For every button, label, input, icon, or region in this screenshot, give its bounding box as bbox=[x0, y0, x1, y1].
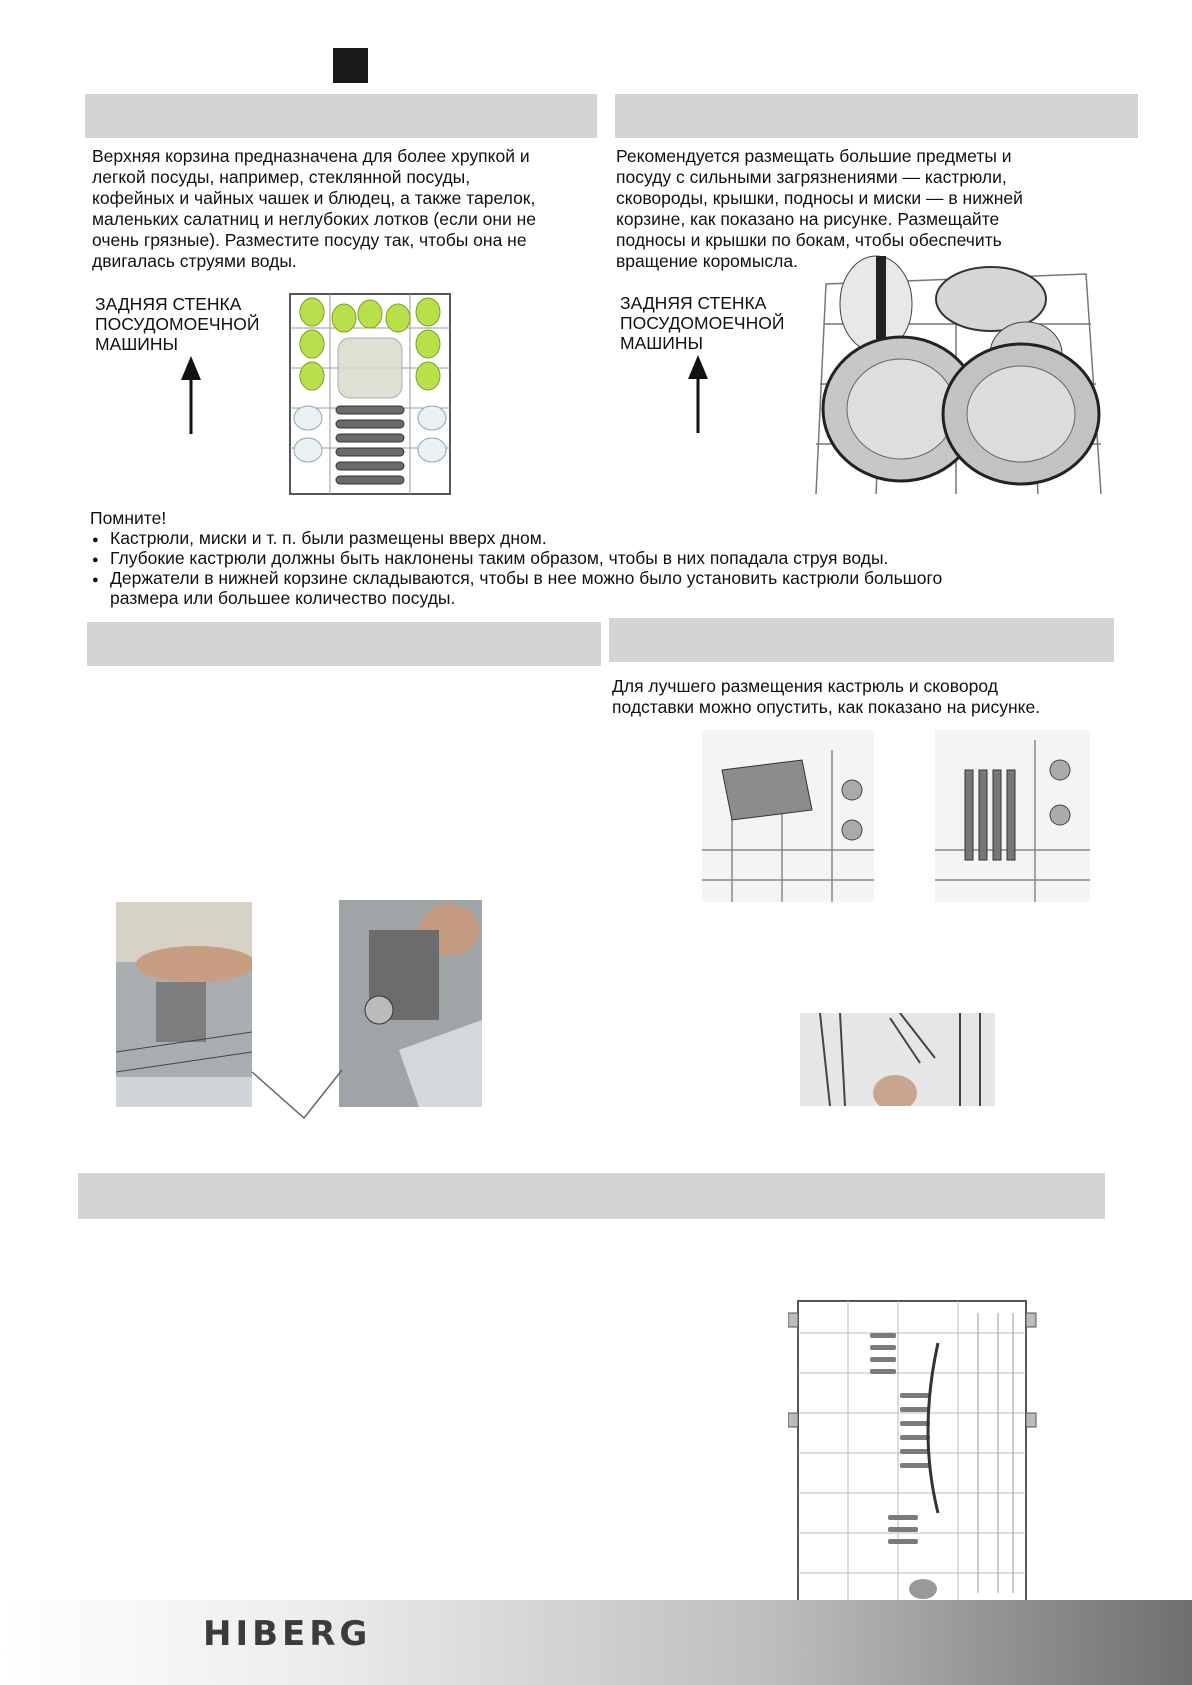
back-wall-label-right: ЗАДНЯЯ СТЕНКА ПОСУДОМОЕЧНОЙ МАШИНЫ bbox=[620, 293, 785, 353]
rack-raised-illustration bbox=[702, 730, 874, 902]
list-item: ● Кастрюли, миски и т. п. были размещены вверх дном. bbox=[90, 528, 1050, 548]
folding-racks-text: Для лучшего размещения кастрюль и сковород подставки можно опустить, как показано на рисунке. bbox=[612, 676, 1041, 717]
remember-section bbox=[90, 508, 1050, 608]
lower-basket-text: Рекомендуется размещать большие предметы и посуду с сильными загрязнениями — кастрюли, сковороды, крышки, подносы и миски — в нижней корзине, как показано на рисунке. Размещайте подносы и крышки по бокам, чтобы обеспечить вращение коромысла. bbox=[616, 146, 1023, 271]
cutlery-basket-header-bar bbox=[78, 1173, 1105, 1219]
folding-racks-header-bar bbox=[609, 618, 1114, 662]
basket-adjust-photo-right bbox=[339, 900, 482, 1107]
fold-tines-photo bbox=[800, 1013, 995, 1106]
lower-basket-header-bar bbox=[615, 94, 1138, 138]
section-marker bbox=[333, 48, 368, 83]
brand-logo: HIBERG bbox=[203, 1614, 372, 1654]
list-item: ● Глубокие кастрюли должны быть наклонены таким образом, чтобы в них попадала струя воды. bbox=[90, 548, 1050, 568]
remember-list bbox=[90, 528, 1050, 608]
upper-basket-text: Верхняя корзина предназначена для более хрупкой и легкой посуды, например, стеклянной посуды, кофейных и чайных чашек и блюдец, а также тарелок, маленьких салатниц и неглубоких лотков (если они не очень грязные). Разместите посуду так, чтобы она не двигалась струями воды. bbox=[92, 146, 537, 271]
basket-adjust-photo-left bbox=[116, 902, 252, 1107]
back-wall-label-left: ЗАДНЯЯ СТЕНКА ПОСУДОМОЕЧНОЙ МАШИНЫ bbox=[95, 294, 260, 354]
upper-basket-illustration bbox=[286, 288, 456, 502]
remember-title: Помните! bbox=[90, 508, 167, 528]
lower-basket-illustration bbox=[806, 244, 1106, 499]
footer-band bbox=[0, 1600, 1192, 1685]
arrow-up-icon bbox=[176, 356, 206, 436]
arrow-up-icon bbox=[683, 355, 713, 435]
rack-lowered-illustration bbox=[935, 730, 1090, 902]
adjust-basket-header-bar bbox=[87, 622, 601, 666]
connector-lines bbox=[250, 1060, 350, 1120]
list-item: ● Держатели в нижней корзине складываются, чтобы в нее можно было установить кастрюли большого размера или большее количество посуды. bbox=[90, 568, 1050, 608]
upper-basket-header-bar bbox=[85, 94, 597, 138]
cutlery-basket-illustration bbox=[788, 1293, 1038, 1608]
